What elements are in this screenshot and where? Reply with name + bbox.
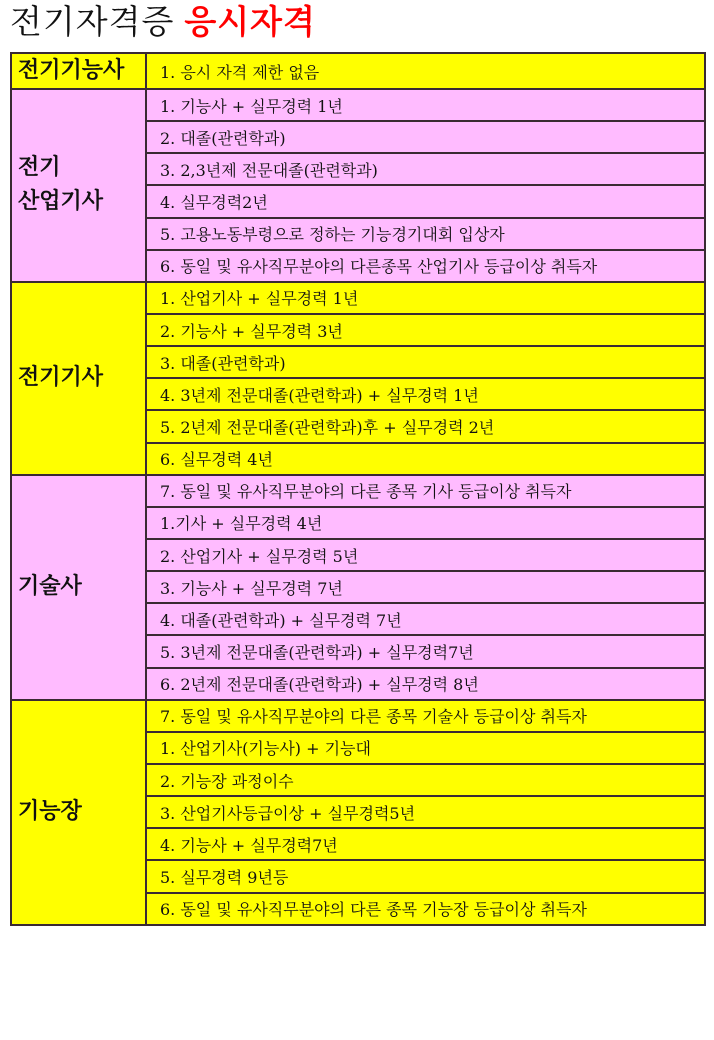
title-main: 전기자격증: [10, 2, 175, 41]
requirement-item: 7. 동일 및 유사직무분야의 다른 종목 기사 등급이상 취득자: [146, 475, 705, 507]
requirement-item: 1. 산업기사 + 실무경력 1년: [146, 282, 705, 314]
table-row: [11, 700, 705, 732]
requirement-item: 2. 기능사 + 실무경력 3년: [146, 314, 705, 346]
requirement-item: 1.기사 + 실무경력 4년: [146, 507, 705, 539]
label-line: 산업기사: [18, 189, 104, 215]
page-title: [10, 0, 316, 44]
table-row: [11, 475, 705, 507]
eligibility-table: [10, 52, 706, 926]
requirement-item: 4. 3년제 전문대졸(관련학과) + 실무경력 1년: [146, 378, 705, 410]
requirement-item: 3. 대졸(관련학과): [146, 346, 705, 378]
requirement-item: 5. 고용노동부령으로 정하는 기능경기대회 입상자: [146, 218, 705, 250]
requirement-item: 2. 산업기사 + 실무경력 5년: [146, 539, 705, 571]
requirement-item: 3. 2,3년제 전문대졸(관련학과): [146, 153, 705, 185]
table-row: [11, 89, 705, 121]
requirement-item: 2. 기능장 과정이수: [146, 764, 705, 796]
section-label-engineer: 전기기사: [11, 282, 146, 475]
requirement-item: 6. 동일 및 유사직무분야의 다른 종목 기능장 등급이상 취득자: [146, 893, 705, 925]
title-accent: 응시자격: [184, 2, 316, 41]
requirement-item: 7. 동일 및 유사직무분야의 다른 종목 기술사 등급이상 취득자: [146, 700, 705, 732]
section-label-industrial-engineer: [11, 89, 146, 282]
requirement-item: 4. 실무경력2년: [146, 185, 705, 217]
requirement-item: 5. 3년제 전문대졸(관련학과) + 실무경력7년: [146, 635, 705, 667]
section-label-professional-engineer: 기술사: [11, 475, 146, 700]
requirement-item: 1. 산업기사(기능사) + 기능대: [146, 732, 705, 764]
requirement-item: 6. 실무경력 4년: [146, 443, 705, 475]
section-label-master-craftsman: 기능장: [11, 700, 146, 925]
label-line: 전기: [18, 155, 61, 181]
table-row: [11, 53, 705, 89]
requirement-item: 6. 동일 및 유사직무분야의 다른종목 산업기사 등급이상 취득자: [146, 250, 705, 282]
table-row: [11, 282, 705, 314]
section-label-craftsman: 전기기능사: [11, 53, 146, 89]
requirement-item: 3. 산업기사등급이상 + 실무경력5년: [146, 796, 705, 828]
requirement-item: 1. 기능사 + 실무경력 1년: [146, 89, 705, 121]
requirement-item: 3. 기능사 + 실무경력 7년: [146, 571, 705, 603]
requirement-item: 4. 기능사 + 실무경력7년: [146, 828, 705, 860]
requirement-item: 2. 대졸(관련학과): [146, 121, 705, 153]
requirement-item: 1. 응시 자격 제한 없음: [146, 53, 705, 89]
requirement-item: 5. 2년제 전문대졸(관련학과)후 + 실무경력 2년: [146, 410, 705, 442]
requirement-item: 5. 실무경력 9년등: [146, 860, 705, 892]
requirement-item: 4. 대졸(관련학과) + 실무경력 7년: [146, 603, 705, 635]
requirement-item: 6. 2년제 전문대졸(관련학과) + 실무경력 8년: [146, 668, 705, 700]
